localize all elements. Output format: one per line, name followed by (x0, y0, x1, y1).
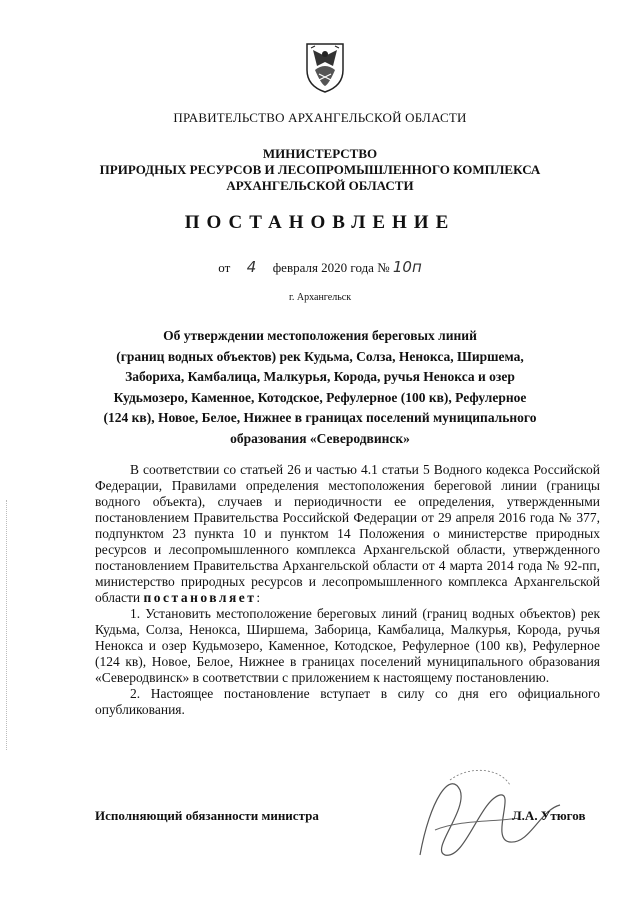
government-heading: ПРАВИТЕЛЬСТВО АРХАНГЕЛЬСКОЙ ОБЛАСТИ (173, 110, 467, 125)
document-subject (90, 326, 550, 449)
subject-line: Об утверждении местоположения береговых линий (163, 328, 477, 343)
document-type-title: ПОСТАНОВЛЕНИЕ (184, 212, 456, 233)
item-1-paragraph: 1. Установить местоположение береговых линий (границ водных объектов) рек Кудьма, Солза, Ненокса, Ширшема, Заборица, Камбалица, Малкурья, Корода, ручья Ненокса и озер Кудьмозеро, Каменное, Котодское, Рефулерное (100 кв), Рефулерное (124 кв), Новое, Белое, Нижнее в границах поселений муниципального образования «Северодвинск» в соответствии с приложением к настоящему постановлению. (95, 606, 600, 685)
subject-line: Забориха, Камбалица, Малкурья, Корода, ручья Ненокса и озер (125, 369, 515, 384)
subject-line: (границ водных объектов) рек Кудьма, Солза, Ненокса, Ширшема, (116, 348, 524, 364)
ministry-line-3: АРХАНГЕЛЬСКОЙ ОБЛАСТИ (226, 178, 414, 193)
date-rest: февраля 2020 года № (272, 260, 390, 275)
decree-colon: : (256, 590, 261, 605)
subject-line: (124 кв), Новое, Белое, Нижнее в границах поселений муниципального (103, 410, 537, 425)
decree-word: постановляет (143, 590, 257, 605)
ministry-line-2: ПРИРОДНЫХ РЕСУРСОВ И ЛЕСОПРОМЫШЛЕННОГО КОМПЛЕКСА (99, 162, 541, 177)
document-body (95, 462, 600, 718)
preamble-paragraph (95, 462, 600, 606)
preamble-text: В соответствии со статьей 26 и частью 4.1 статьи 5 Водного кодекса Российской Федерации, Правилами определения местоположения береговой линии (границы водного объекта), случаев и периодичности ее определения, утвержденными постановлением Правительства Российской Федерации от 29 апреля 2016 года № 377, подпунктом 23 пункта 10 и пунктом 14 Положения о министерстве природных ресурсов и лесопромышленного комплекса Архангельской области, утвержденного постановлением Правительства Архангельской области от 4 марта 2014 года № 92-пп, министерство природных ресурсов и лесопромышленного комплекса Архангельской области (95, 462, 600, 605)
ministry-heading (0, 146, 640, 194)
date-day: 4 (246, 258, 257, 276)
date-prefix: от (218, 260, 231, 275)
document-number: 10п (392, 258, 422, 276)
subject-line: образования «Северодвинск» (230, 430, 410, 446)
signatory-position: Исполняющий обязанности министра (95, 808, 319, 823)
ministry-line-1: МИНИСТЕРСТВО (262, 146, 378, 161)
coat-of-arms-emblem (303, 40, 347, 94)
signatory-name: Л.А. Утюгов (512, 808, 586, 823)
date-line (0, 258, 640, 276)
item-2-paragraph: 2. Настоящее постановление вступает в силу со дня его официального опубликования. (95, 686, 600, 717)
subject-line: Кудьмозеро, Каменное, Котодское, Рефулерное (100 кв), Рефулерное (113, 389, 527, 405)
scan-margin-mark (6, 500, 8, 750)
city-label: г. Архангельск (288, 292, 352, 303)
